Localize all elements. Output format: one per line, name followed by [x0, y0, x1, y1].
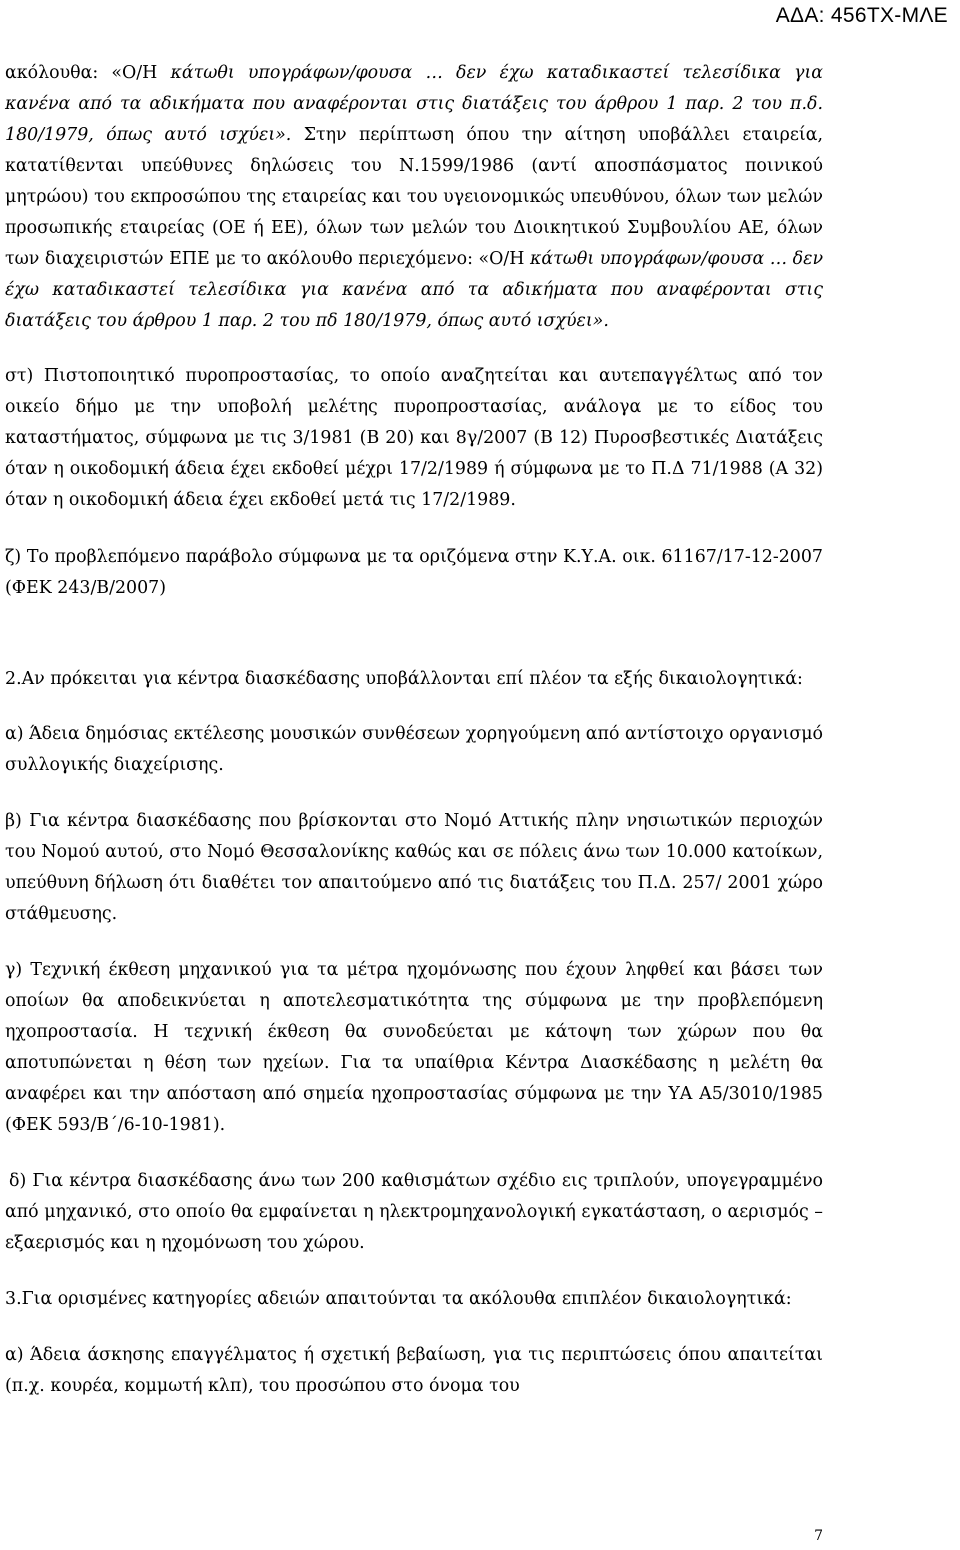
quoted-declaration-italic: κάτωθι υπογράφων/φουσα … δεν έχω καταδικαστεί τελεσίδικα για κανένα από τα αδικήματα που αναφέρονται στις διατάξεις του άρθρου 1 παρ. 2 του πδ 180/1979, όπως αυτό ισχύει». — [5, 249, 824, 331]
paragraph-fee: ζ) Το προβλεπόμενο παράβολο σύμφωνα με τα οριζόμενα στην Κ.Υ.Α. οικ. 61167/17-12-2007 (ΦΕΚ 243/Β/2007) — [5, 547, 823, 598]
page-number: 7 — [814, 1528, 823, 1544]
paragraph-parking-declaration: β) Για κέντρα διασκέδασης που βρίσκονται στο Νομό Αττικής πλην νησιωτικών περιοχών του Νομού αυτού, στο Νομό Θεσσαλονίκης καθώς και σε πόλεις άνω των 10.000 κατοίκων, υπεύθυνη δήλωση ότι διαθέτει τον απαιτούμενο από τις διατάξεις του Π.Δ. 257/ 2001 χώρο στάθμευσης. — [5, 811, 823, 924]
paragraph-text: Στην περίπτωση όπου την αίτηση υποβάλλει εταιρεία, κατατίθενται υπεύθυνες δηλώσεις του Ν.1599/1986 (αντί αποσπάσματος ποινικού μητρώου) του εκπροσώπου της εταιρείας και του υγειονομικώς υπευθύνου, όλων των μελών προσωπικής εταιρείας (ΟΕ ή ΕΕ), όλων των μελών του Διοικητικού Συμβουλίου ΑΕ, όλων των διαχειριστών ΕΠΕ με το ακόλουθο περιεχόμενο: «Ο/Η — [5, 125, 823, 269]
paragraph-electromechanical-plan: δ) Για κέντρα διασκέδασης άνω των 200 καθισμάτων σχέδιο εις τριπλούν, υπογεγραμμένο από μηχανικό, στο οποίο θα εμφαίνεται η ηλεκτρομηχανολογική εγκατάσταση, ο αερισμός – εξαερισμός και η ηχομόνωση του χώρου. — [5, 1171, 823, 1253]
ada-document-code: ΑΔΑ: 456ΤΧ-ΜΛΕ — [775, 4, 948, 27]
quoted-declaration-italic: κάτωθι υπογράφων/φουσα … δεν έχω καταδικαστεί τελεσίδικα για κανένα από τα αδικήματα που αναφέρονται στις διατάξεις του άρθρου 1 παρ. 2 του π.δ. 180/1979, όπως αυτό ισχύει». — [5, 63, 824, 145]
paragraph-section-2-heading: 2.Αν πρόκειται για κέντρα διασκέδασης υποβάλλονται επί πλέον τα εξής δικαιολογητικά: — [5, 669, 803, 689]
paragraph-text: ακόλουθα: «Ο/Η — [5, 63, 171, 83]
paragraph-soundproofing-report: γ) Τεχνική έκθεση μηχανικού για τα μέτρα ηχομόνωσης που έχουν ληφθεί και βάσει των οποίων θα αποδεικνύεται η αποτελεσματικότητα της σύμφωνα με την προβλεπόμενη ηχοπροστασία. Η τεχνική έκθεση θα συνοδεύεται με κάτοψη των χώρων που θα αποτυπώνεται η θέση των ηχείων. Για τα υπαίθρια Κέντρα Διασκέδασης η μελέτη θα αναφέρει και την απόσταση από σημεία ηχοπροστασίας σύμφωνα με την ΥΑ Α5/3010/1985 (ΦΕΚ 593/Β΄/6-10-1981). — [5, 960, 823, 1135]
paragraph-professional-license: α) Άδεια άσκησης επαγγέλματος ή σχετική βεβαίωση, για τις περιπτώσεις όπου απαιτείται (π.χ. κουρέα, κομμωτή κλπ), του προσώπου στο όνομα του — [5, 1345, 823, 1396]
paragraph-section-3-heading: 3.Για ορισμένες κατηγορίες αδειών απαιτούνται τα ακόλουθα επιπλέον δικαιολογητικά: — [5, 1289, 792, 1309]
paragraph-declaration-requirements — [5, 58, 823, 337]
paragraph-fire-certificate: στ) Πιστοποιητικό πυροπροστασίας, το οποίο αναζητείται και αυτεπαγγέλτως από τον οικείο δήμο με την υποβολή μελέτης πυροπροστασίας, ανάλογα με το είδος του καταστήματος, σύμφωνα με τις 3/1981 (Β 20) και 8γ/2007 (Β 12) Πυροσβεστικές Διατάξεις όταν η οικοδομική άδεια έχει εκδοθεί μέχρι 17/2/1989 ή σύμφωνα με το Π.Δ 71/1988 (Α 32) όταν η οικοδομική άδεια έχει εκδοθεί μετά τις 17/2/1989. — [5, 366, 823, 510]
paragraph-music-license: α) Άδεια δημόσιας εκτέλεσης μουσικών συνθέσεων χορηγούμενη από αντίστοιχο οργανισμό συλλογικής διαχείρισης. — [5, 724, 823, 775]
document-body — [5, 58, 823, 1427]
